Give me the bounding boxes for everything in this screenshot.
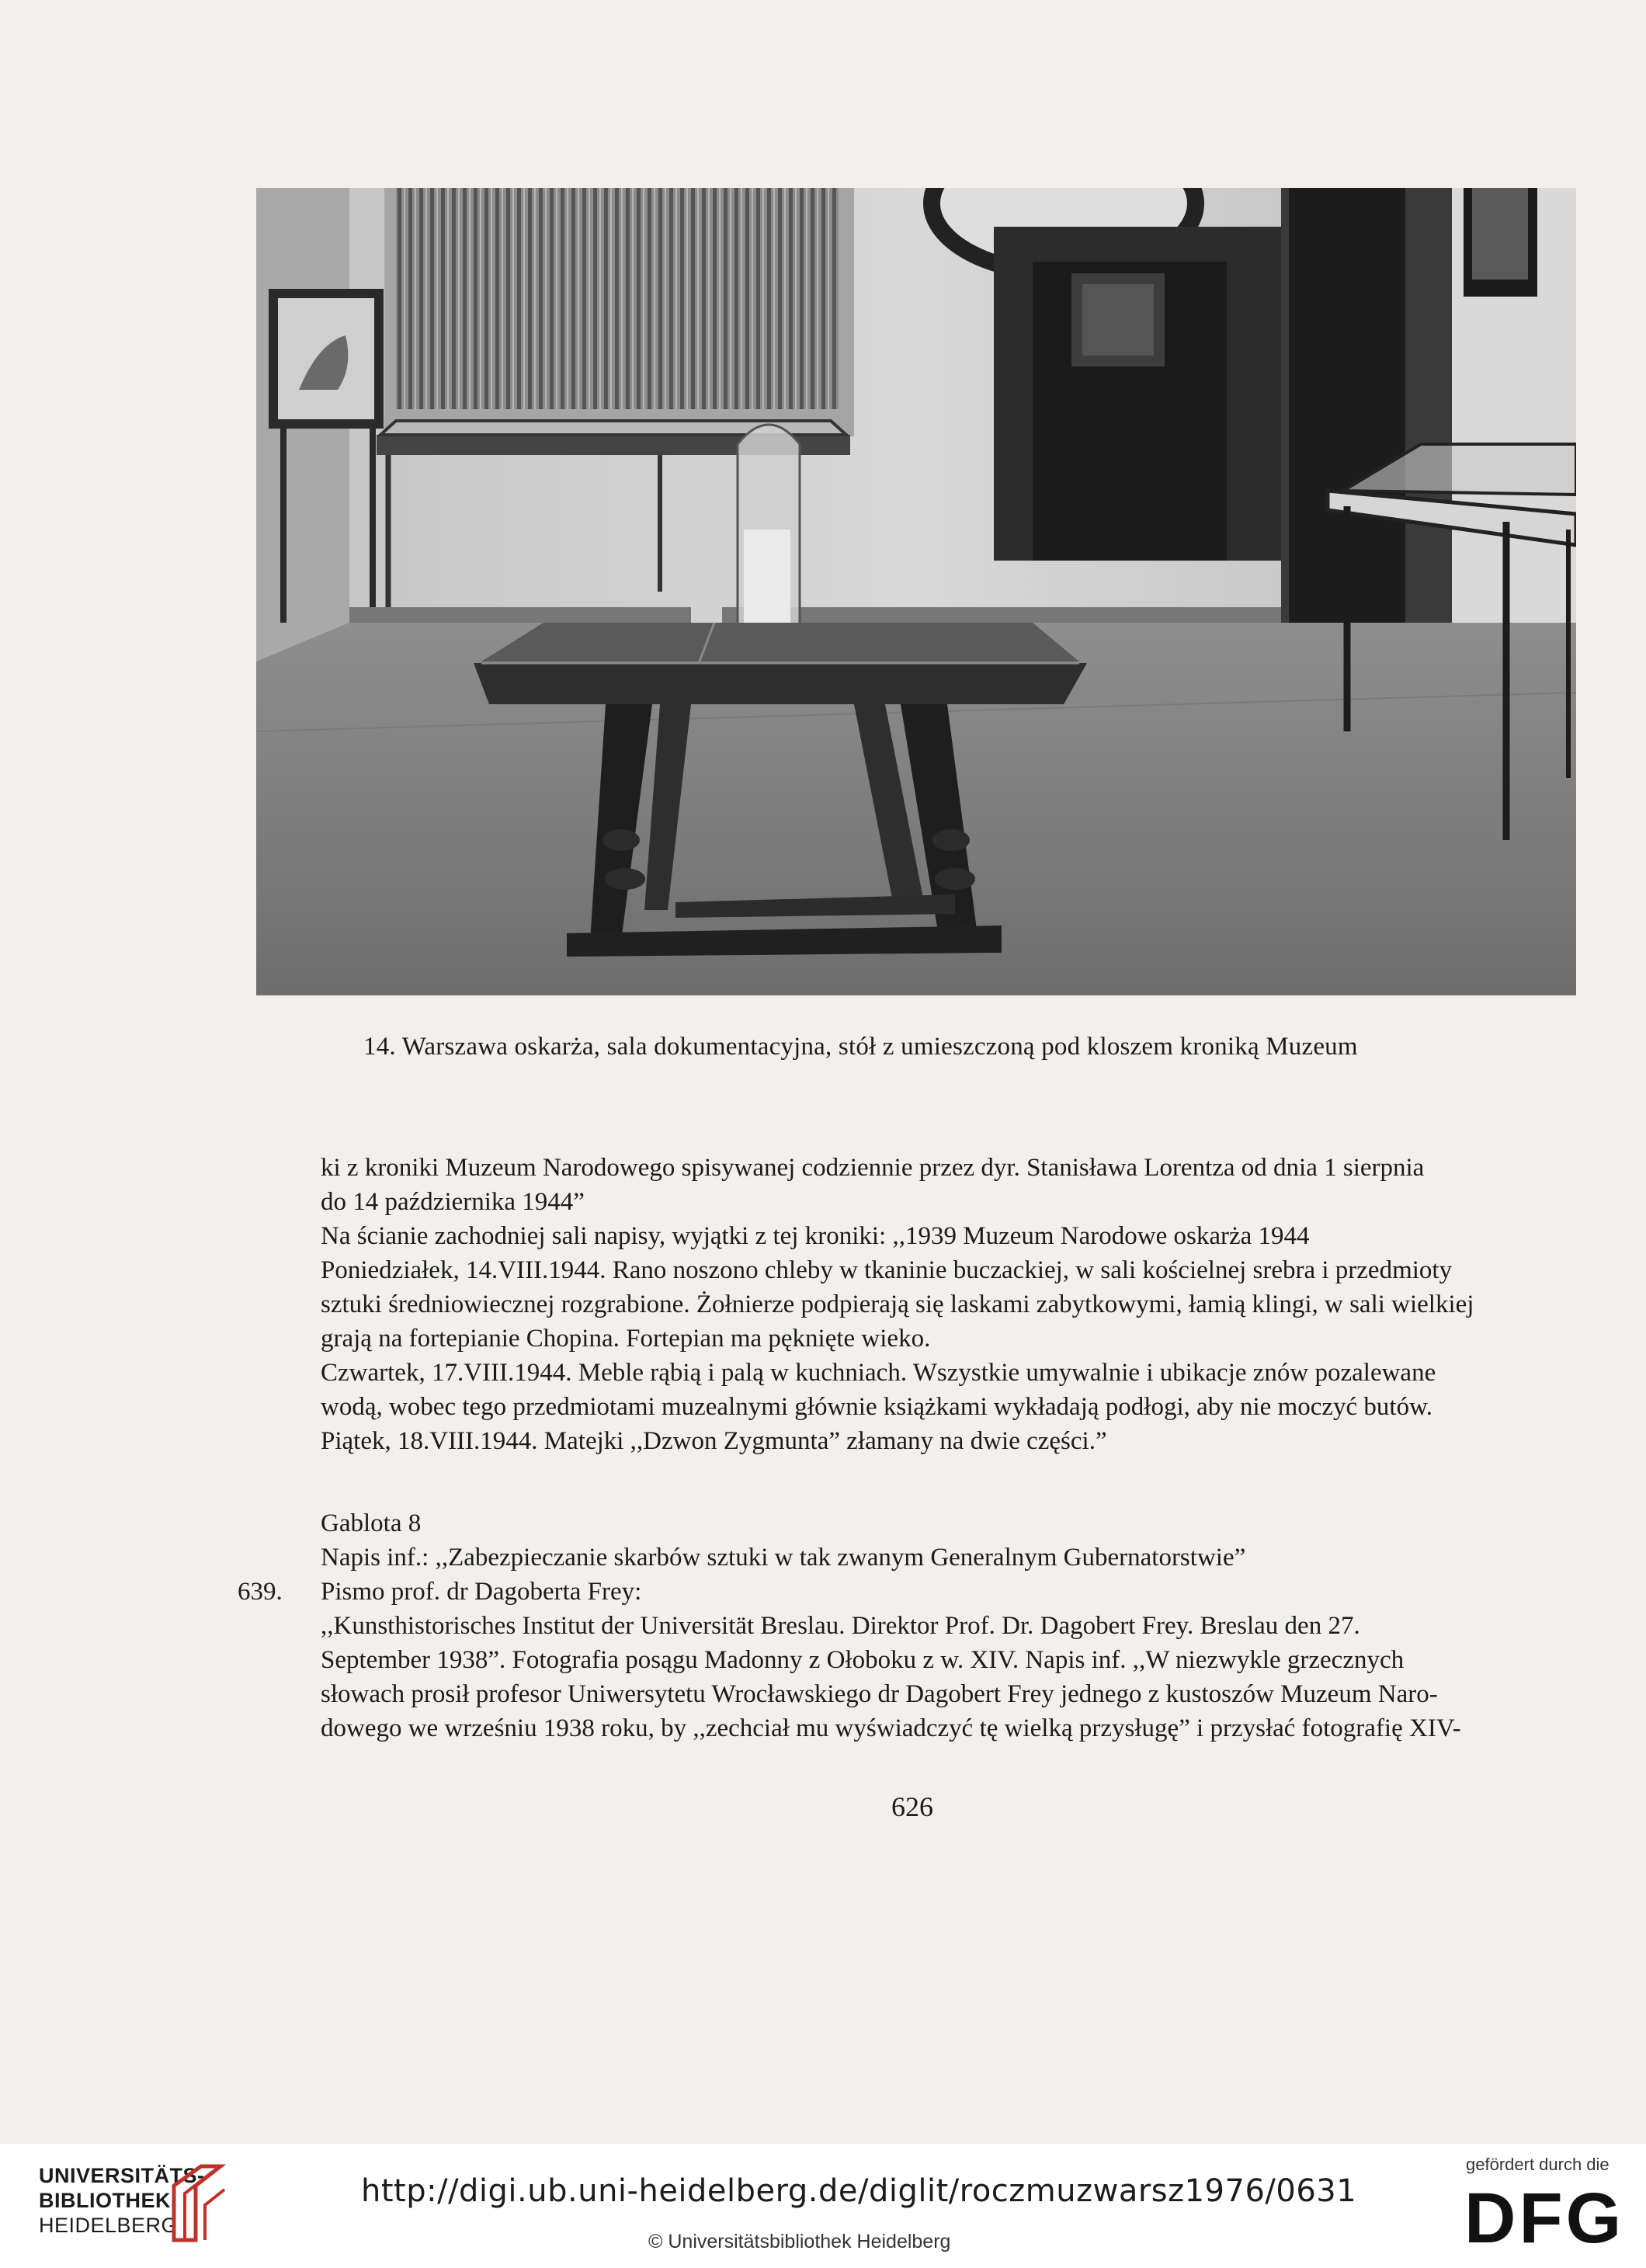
entry-line: słowach prosił profesor Uniwersytetu Wrocławskiego dr Dagobert Frey jednego z kustoszów Muzeum Naro- (321, 1680, 1438, 1708)
gablota-heading: Gablota 8 (321, 1509, 422, 1537)
body-line: Na ścianie zachodniej sali napisy, wyjątki z tej kroniki: ,,1939 Muzeum Narodowe oskarża 1944 (321, 1222, 1310, 1250)
entry-line: Pismo prof. dr Dagoberta Frey: (321, 1578, 642, 1606)
library-name-line2: BIBLIOTHEK (39, 2189, 171, 2212)
source-url-link[interactable]: http://digi.ub.uni-heidelberg.de/diglit/roczmuzwarsz1976/0631 (361, 2173, 1357, 2209)
page-number: 626 (891, 1791, 933, 1822)
body-line: Czwartek, 17.VIII.1944. Meble rąbią i palą w kuchniach. Wszystkie umywalnie i ubikacje znów pozalewane (321, 1359, 1436, 1387)
body-line: sztuki średniowiecznej rozgrabione. Żołnierze podpierają się laskami zabytkowymi, łamią klingi, w sali wielkiej (321, 1290, 1474, 1318)
copyright-notice: © Universitätsbibliothek Heidelberg (648, 2231, 951, 2252)
library-name-line1: UNIVERSITÄTS- (39, 2164, 205, 2187)
library-logo-icon (166, 2162, 228, 2248)
dfg-logo-text: DFG (1464, 2179, 1625, 2258)
funded-by-label: gefördert durch die (1466, 2155, 1610, 2174)
body-line: Poniedziałek, 14.VIII.1944. Rano noszono chleby w tkaninie buczackiej, w sali kościelnej srebra i przedmioty (321, 1256, 1453, 1284)
body-line: wodą, wobec tego przedmiotami muzealnymi głównie książkami wykładają podłogi, aby nie moczyć butów. (321, 1393, 1433, 1421)
museum-room-photograph (256, 188, 1576, 995)
gablota-inscription: Napis inf.: ,,Zabezpieczanie skarbów sztuki w tak zwanym Generalnym Gubernatorstwie” (321, 1544, 1246, 1572)
entry-line: ,,Kunsthistorisches Institut der Universität Breslau. Direktor Prof. Dr. Dagobert Frey. Breslau den 27. (321, 1612, 1360, 1640)
entry-line: dowego we wrześniu 1938 roku, by ,,zechciał mu wyświadczyć tę wielką przysługę” i przysłać fotografię XIV- (321, 1714, 1461, 1742)
photo-caption: 14. Warszawa oskarża, sala dokumentacyjna, stół z umieszczoną pod kloszem kroniką Muzeum (363, 1033, 1358, 1061)
entry-number: 639. (238, 1578, 283, 1606)
entry-line: September 1938”. Fotografia posągu Madonny z Ołoboku z w. XIV. Napis inf. ,,W niezwykle grzecznych (321, 1646, 1405, 1674)
library-city: HEIDELBERG (39, 2214, 179, 2237)
body-line: do 14 października 1944” (321, 1188, 585, 1216)
body-line: Piątek, 18.VIII.1944. Matejki ,,Dzwon Zygmunta” złamany na dwie części.” (321, 1427, 1107, 1455)
body-line: ki z kroniki Muzeum Narodowego spisywanej codziennie przez dyr. Stanisława Lorentza od dnia 1 sierpnia (321, 1154, 1425, 1182)
footer-bar (0, 2144, 1646, 2268)
body-line: grają na fortepianie Chopina. Fortepian ma pęknięte wieko. (321, 1325, 931, 1353)
